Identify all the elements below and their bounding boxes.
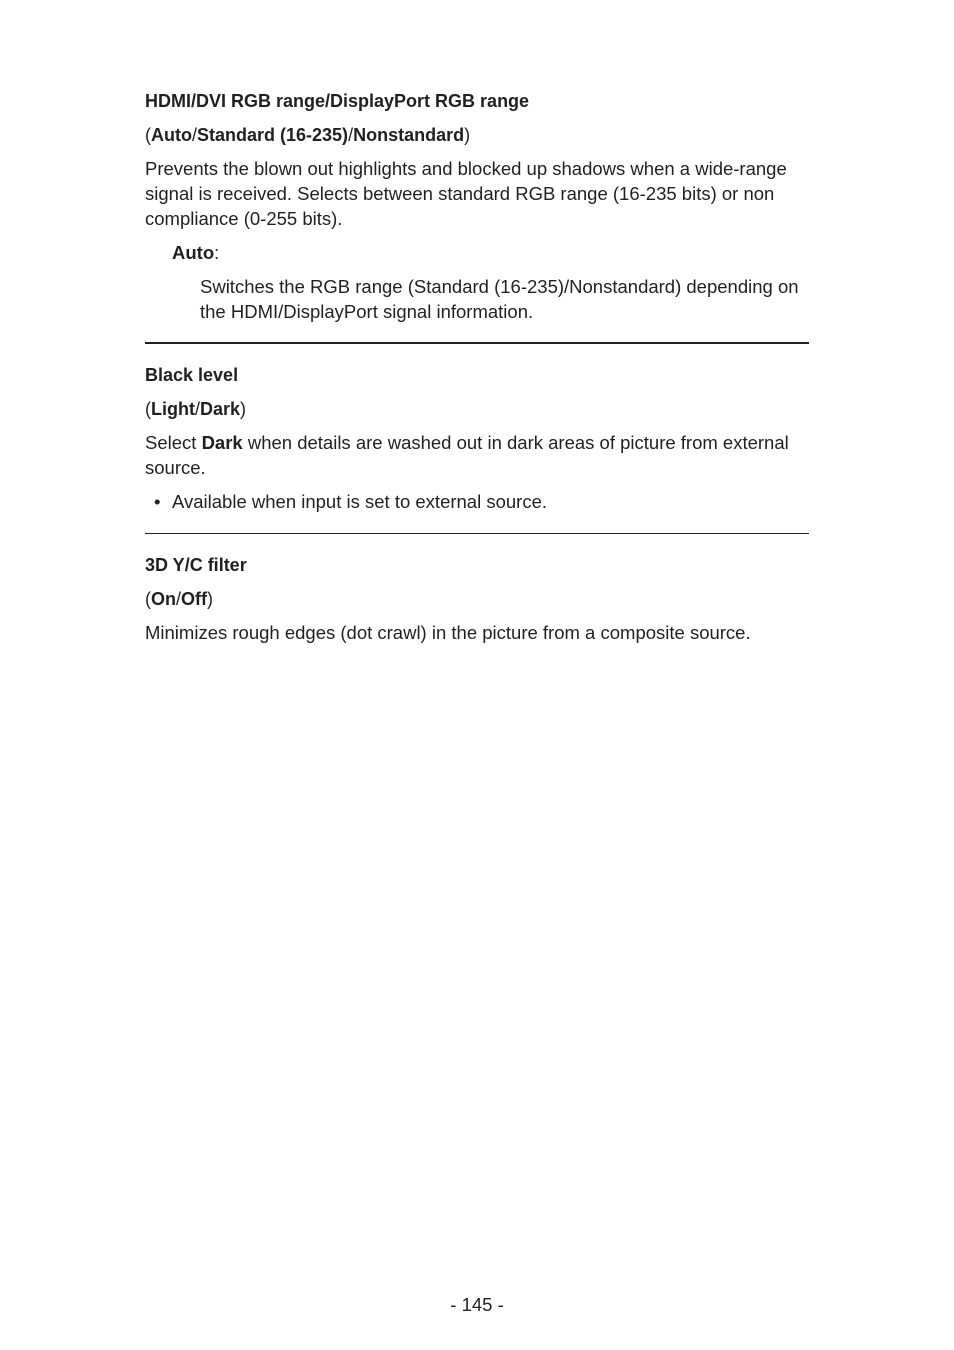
option-separator: / xyxy=(348,125,354,145)
option-auto: Auto xyxy=(151,125,192,145)
page-content xyxy=(145,88,809,645)
section-hdmi-rgb-range xyxy=(145,88,809,324)
option-values xyxy=(145,586,809,612)
paren-close: ) xyxy=(207,589,214,609)
option-separator: / xyxy=(176,589,182,609)
option-light: Light xyxy=(151,399,195,419)
bullet-item xyxy=(154,489,809,514)
section-description: Minimizes rough edges (dot crawl) in the picture from a composite source. xyxy=(145,622,751,643)
sub-term-description: Switches the RGB range (Standard (16-235)/Nonstandard) depending on the HDMI/DisplayPort signal information. xyxy=(200,276,799,322)
page-number: - 145 - xyxy=(450,1294,504,1315)
sub-term-auto xyxy=(172,240,809,265)
option-separator: / xyxy=(191,125,197,145)
description-suffix: when details are washed out in dark areas of picture from external source. xyxy=(145,432,789,478)
section-description: Prevents the blown out highlights and blocked up shadows when a wide-range signal is received. Selects between standard RGB range (16-235 bits) or non compliance (0-255 bits). xyxy=(145,158,787,229)
section-heading: Black level xyxy=(145,365,239,385)
description-bold-term: Dark xyxy=(201,432,243,453)
sub-term-label: Auto xyxy=(172,242,215,263)
option-nonstandard: Nonstandard xyxy=(353,125,465,145)
section-heading: 3D Y/C filter xyxy=(145,555,247,575)
option-standard: Standard (16-235) xyxy=(197,125,349,145)
paren-open: ( xyxy=(145,125,151,145)
description-prefix: Select xyxy=(145,432,202,453)
option-values xyxy=(145,122,809,148)
bullet-text: Available when input is set to external source. xyxy=(172,491,548,512)
paren-close: ) xyxy=(464,125,471,145)
section-heading: HDMI/DVI RGB range/DisplayPort RGB range xyxy=(145,91,530,111)
option-off: Off xyxy=(181,589,208,609)
paren-close: ) xyxy=(240,399,247,419)
paren-open: ( xyxy=(145,399,151,419)
option-dark: Dark xyxy=(200,399,241,419)
section-black-level xyxy=(145,344,809,514)
sub-term-colon: : xyxy=(214,242,220,263)
option-separator: / xyxy=(194,399,200,419)
bullet-icon: • xyxy=(154,491,161,512)
option-values xyxy=(145,396,809,422)
section-description xyxy=(145,430,809,480)
option-on: On xyxy=(151,589,176,609)
paren-open: ( xyxy=(145,589,151,609)
section-3d-yc-filter xyxy=(145,534,809,645)
